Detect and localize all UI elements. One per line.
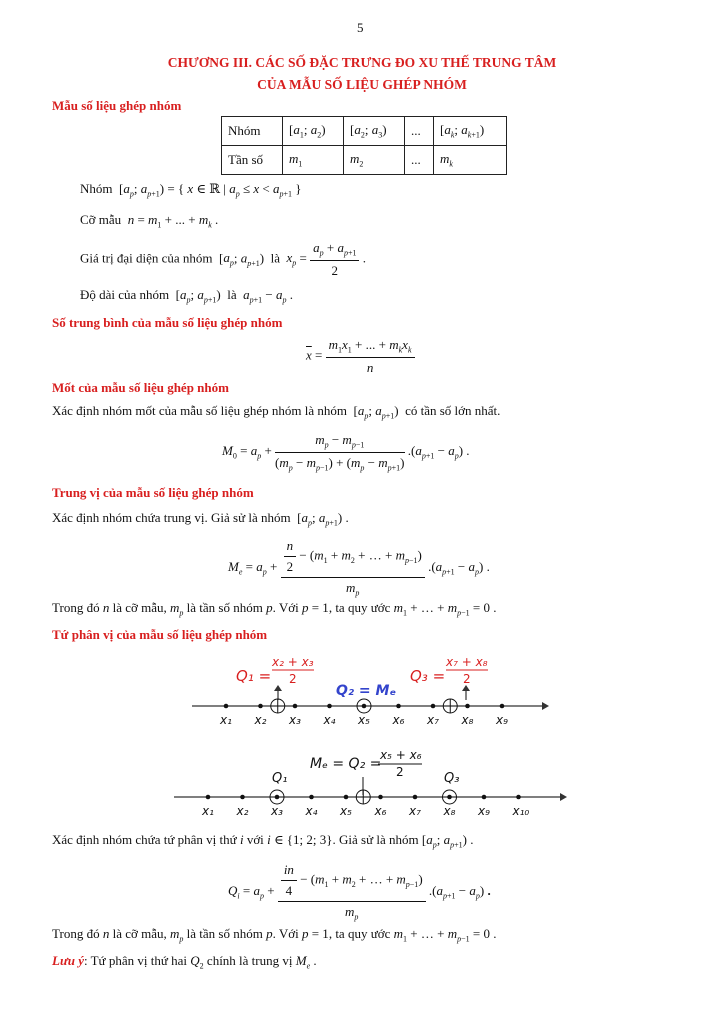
- tick-label: x₃: [289, 713, 301, 725]
- table-cell-ellipsis: ...: [405, 146, 434, 175]
- table-cell-ellipsis: ...: [405, 117, 434, 146]
- q1-arrowhead: [274, 685, 282, 691]
- me-numerator: x₅ + x₆: [380, 748, 422, 762]
- table-cell: $m_1$: [283, 146, 344, 175]
- q3-numerator: x₇ + x₈: [446, 655, 488, 669]
- tick-dot: [275, 795, 280, 800]
- text-label: . Với: [272, 600, 299, 615]
- tick-dot: [378, 795, 383, 800]
- text-label: với: [246, 832, 264, 847]
- tick-label: x₆: [374, 804, 387, 818]
- tick-label: x₂: [236, 804, 249, 818]
- page-number: 5: [357, 20, 364, 35]
- section-quartile: Tứ phân vị của mẫu số liệu ghép nhóm: [52, 627, 268, 642]
- tick-dot: [293, 704, 298, 709]
- tick-label: x₈: [443, 804, 456, 818]
- q3-denominator: 2: [463, 672, 471, 686]
- me-denominator: 2: [396, 765, 404, 779]
- median-formula: $M_e = a_p$ + $\frac{n}{2}$ − ($m_1 + m_2$ + … + $m_{p-1}$) $m_p$ $.(a_{p+1} - a_p)$ .: [228, 538, 490, 598]
- tick-label: x₇: [409, 804, 421, 818]
- tick-label: x₇: [427, 713, 439, 725]
- representative-value: Giá trị đại diện của nhóm [$a_p$; $a_{p+1}$) là $x_p$ = $\frac{a_p + a_{p+1}}{2}$ .: [80, 240, 366, 278]
- text-label: là: [270, 250, 280, 266]
- q2-label: Q₂ = Mₑ: [336, 683, 397, 699]
- tick-label: x₁: [220, 713, 232, 725]
- tick-dot: [482, 795, 487, 800]
- chapter-title-line2: CỦA MẪU SỐ LIỆU GHÉP NHÓM: [257, 77, 467, 92]
- text-label: Xác định nhóm chứa trung vị. Giả sử là nhóm: [52, 510, 291, 525]
- tick-dot: [258, 704, 263, 709]
- text-label: Xác định nhóm chứa tứ phân vị thứ: [52, 832, 237, 847]
- section-mean: Số trung bình của mẫu số liệu ghép nhóm: [52, 315, 283, 330]
- group-definition: Nhóm [$a_p$; $a_{p+1}$) = { x ∈ ℝ | $a_p \le x < a_{p+1}$ }: [80, 181, 302, 199]
- quartile-formula: $Q_i = a_p$ + $\frac{in}{4}$ − ($m_1 + m_2$ + … + $m_{p-1}$) $m_p$ $.(a_{p+1} - a_p)$ .: [228, 862, 491, 922]
- tick-label: x₄: [305, 804, 318, 818]
- tick-label: x₂: [254, 713, 267, 725]
- text-label: Nhóm: [80, 181, 113, 196]
- tick-dot: [516, 795, 521, 800]
- tick-dot: [413, 795, 418, 800]
- text-label: có tần số lớn nhất.: [405, 403, 501, 418]
- q1-denominator: 2: [289, 672, 297, 686]
- tick-dot: [344, 795, 349, 800]
- text-label: chính là trung vị: [206, 953, 293, 968]
- table-row-label-group: Nhóm: [222, 117, 283, 146]
- note-label: Lưu ý: [52, 953, 84, 968]
- tick-dot: [240, 795, 245, 800]
- q3-label: Q₃: [444, 771, 460, 786]
- tick-label: x₁₀: [512, 804, 530, 818]
- section-mode: Mốt của mẫu số liệu ghép nhóm: [52, 380, 229, 395]
- tick-label: x₆: [392, 713, 405, 725]
- text-label: là cỡ mẫu,: [112, 600, 167, 615]
- tick-label: x₉: [478, 804, 490, 818]
- chapter-title-line1: CHƯƠNG III. CÁC SỐ ĐẶC TRƯNG ĐO XU THẾ TRUNG TÂM: [167, 55, 557, 70]
- axis-arrowhead: [542, 702, 549, 710]
- q1-numerator: x₂ + x₃: [272, 655, 314, 669]
- note: Lưu ý: Tứ phân vị thứ hai $Q_2$ chính là trung vị $M_e$ .: [52, 953, 317, 971]
- tick-label: x₅: [340, 804, 352, 818]
- text-label: Độ dài của nhóm: [80, 287, 170, 302]
- median-note: Trong đó n là cỡ mẫu, $m_p$ là tần số nhóm p. Với p = 1, ta quy ước $m_1$ + … + $m_{p-1} = 0$ .: [52, 600, 497, 618]
- tick-dot: [224, 704, 229, 709]
- tick-dot: [500, 704, 505, 709]
- text-label: , ta quy ước: [328, 926, 391, 941]
- text-label: là tần số nhóm: [186, 926, 263, 941]
- q1-label: Q₁: [272, 771, 288, 786]
- mean-formula: $\overline{x}$ = $\frac{m_1x_1 + ... + m_kx_k}{n}$: [306, 337, 415, 376]
- tick-label: x₅: [358, 713, 370, 725]
- text-label: là cỡ mẫu,: [112, 926, 167, 941]
- text-label: là tần số nhóm: [186, 600, 263, 615]
- text-label: . Giả sử là nhóm: [332, 832, 419, 847]
- text-label: , ta quy ước: [328, 600, 391, 615]
- tick-label: x₁: [202, 804, 214, 818]
- tick-dot: [396, 704, 401, 709]
- text-label: Trong đó: [52, 926, 100, 941]
- group-length: Độ dài của nhóm [$a_p$; $a_{p+1}$) là $a_{p+1} - a_p$ .: [80, 287, 293, 305]
- mode-description: Xác định nhóm mốt của mẫu số liệu ghép nhóm là nhóm [$a_p$; $a_{p+1}$) có tần số lớn nhất.: [52, 403, 501, 421]
- section-median: Trung vị của mẫu số liệu ghép nhóm: [52, 485, 254, 500]
- text-label: : Tứ phân vị thứ hai: [83, 953, 188, 968]
- table-cell: [$a_k$; $a_{k+1}$): [434, 117, 507, 146]
- frequency-table: [221, 116, 507, 175]
- sample-size: Cỡ mẫu $n = m_1$ + ... + $m_k$ .: [80, 212, 219, 230]
- q1-label: Q₁ =: [236, 667, 272, 685]
- tick-label: x₈: [461, 713, 474, 725]
- text-label: Giá trị đại diện của nhóm: [80, 250, 213, 266]
- axis-arrowhead: [560, 793, 567, 801]
- median-description: Xác định nhóm chứa trung vị. Giả sử là nhóm [$a_p$; $a_{p+1}$) .: [52, 510, 349, 528]
- tick-label: x₉: [496, 713, 508, 725]
- tick-dot: [362, 704, 367, 709]
- text-label: Trong đó: [52, 600, 100, 615]
- me-label: Mₑ = Q₂ =: [310, 756, 382, 772]
- text-label: là: [227, 287, 237, 302]
- section-grouped-data: Mẫu số liệu ghép nhóm: [52, 98, 182, 113]
- quartile-note: Trong đó n là cỡ mẫu, $m_p$ là tần số nhóm p. Với p = 1, ta quy ước $m_1$ + … + $m_{p-1} = 0$ .: [52, 926, 497, 944]
- quartile-diagram-odd: [190, 650, 550, 725]
- table-cell: $m_k$: [434, 146, 507, 175]
- tick-dot: [327, 704, 332, 709]
- table-row-label-frequency: Tần số: [222, 146, 283, 175]
- tick-label: x₃: [271, 804, 283, 818]
- tick-dot: [206, 795, 211, 800]
- text-label: . Với: [272, 926, 299, 941]
- mode-formula: $M_0 = a_p$ + $\frac{m_p - m_{p-1}}{(m_p - m_{p-1}) + (m_p - m_{p+1})}$ $.(a_{p+1} - a_p)$ .: [222, 432, 470, 473]
- tick-label: x₄: [323, 713, 336, 725]
- table-cell: $m_2$: [344, 146, 405, 175]
- q3-label: Q₃ =: [410, 667, 446, 685]
- quartile-diagram-even: [172, 745, 570, 820]
- tick-dot: [447, 795, 452, 800]
- tick-dot: [431, 704, 436, 709]
- text-label: Cỡ mẫu: [80, 212, 122, 227]
- table-cell: [$a_2$; $a_3$): [344, 117, 405, 146]
- tick-dot: [309, 795, 314, 800]
- table-cell: [$a_1$; $a_2$): [283, 117, 344, 146]
- tick-dot: [465, 704, 470, 709]
- text-label: Xác định nhóm mốt của mẫu số liệu ghép nhóm là nhóm: [52, 403, 347, 418]
- quartile-description: Xác định nhóm chứa tứ phân vị thứ i với i ∈ {1; 2; 3}. Giả sử là nhóm [$a_p$; $a_{p+1}$) .: [52, 832, 474, 850]
